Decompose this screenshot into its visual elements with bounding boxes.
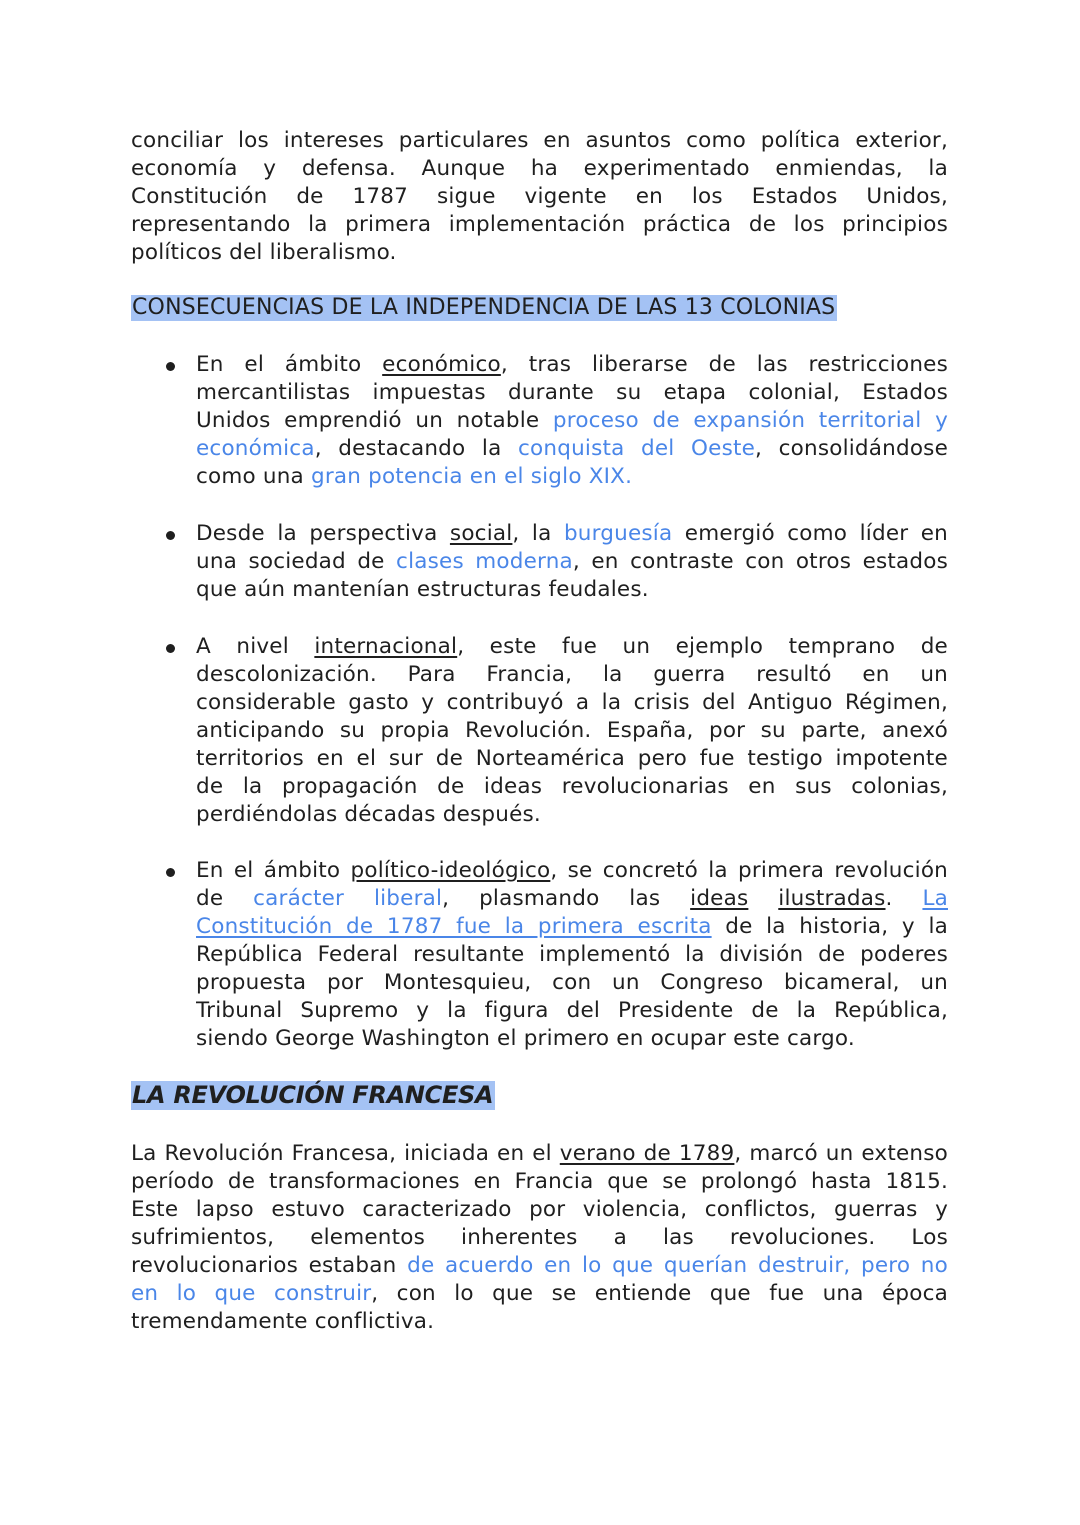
text-line: propuesta por Montesquieu, con un Congreso bicameral, un bbox=[196, 970, 948, 995]
text: , marcó un extenso bbox=[734, 1141, 948, 1166]
text-line bbox=[196, 634, 948, 662]
text: , plasmando las bbox=[442, 886, 691, 911]
highlighted-term: carácter liberal bbox=[253, 886, 443, 911]
text: En el ámbito bbox=[196, 858, 351, 883]
text: como una bbox=[196, 464, 311, 489]
text: Unidos emprendió un notable bbox=[196, 408, 553, 433]
text-line: Este lapso estuvo caracterizado por violencia, conflictos, guerras y bbox=[131, 1197, 948, 1222]
bullet-social bbox=[196, 521, 948, 605]
text-line bbox=[131, 1253, 948, 1281]
underlined-term: político-ideológico bbox=[350, 858, 551, 883]
text-line bbox=[131, 1281, 948, 1309]
text: Desde la perspectiva bbox=[196, 521, 450, 546]
text-line: que aún mantenían estructuras feudales. bbox=[196, 577, 649, 602]
text: A nivel bbox=[196, 634, 315, 659]
bullet-dot bbox=[166, 531, 175, 540]
text-line: perdiéndolas décadas después. bbox=[196, 802, 541, 827]
text: , se concretó la primera revolución bbox=[550, 858, 948, 883]
text-line: República Federal resultante implementó la división de poderes bbox=[196, 942, 948, 967]
text-line: anticipando su propia Revolución. España, por su parte, anexó bbox=[196, 718, 948, 743]
text-line: políticos del liberalismo. bbox=[131, 240, 397, 265]
text: una sociedad de bbox=[196, 549, 397, 574]
text-line: considerable gasto y contribuyó a la crisis del Antiguo Régimen, bbox=[196, 690, 948, 715]
text-line: territorios en el sur de Norteamérica pero fue testigo impotente bbox=[196, 746, 948, 771]
text-line: período de transformaciones en Francia que se prolongó hasta 1815. bbox=[131, 1169, 948, 1194]
text: , tras liberarse de las restricciones bbox=[500, 352, 948, 377]
text-line: Tribunal Supremo y la figura del Presidente de la República, bbox=[196, 998, 948, 1023]
text: , la bbox=[512, 521, 564, 546]
bullet-economico bbox=[196, 352, 948, 492]
constitution-link[interactable]: Constitución de 1787 fue la primera escrita bbox=[196, 914, 712, 939]
text: , destacando la bbox=[314, 436, 519, 461]
bullet-politico bbox=[196, 858, 948, 1054]
text: de la historia, y la bbox=[711, 914, 948, 939]
text: , en contraste con otros estados bbox=[572, 549, 948, 574]
highlighted-term: clases moderna bbox=[396, 549, 573, 574]
text: de bbox=[196, 886, 254, 911]
text-line bbox=[196, 914, 948, 942]
text-line bbox=[196, 436, 948, 464]
text: emergió como líder en bbox=[672, 521, 948, 546]
underlined-term: verano de 1789 bbox=[559, 1141, 735, 1166]
highlighted-term: conquista del Oeste bbox=[518, 436, 756, 461]
underlined-term: económico bbox=[382, 352, 501, 377]
heading-text: CONSECUENCIAS DE LA INDEPENDENCIA DE LAS 13 COLONIAS bbox=[132, 295, 836, 320]
bullet-internacional bbox=[196, 634, 948, 830]
text-line: conciliar los intereses particulares en asuntos como política exterior, bbox=[131, 128, 948, 153]
text: , consolidándose bbox=[755, 436, 948, 461]
section-heading-consecuencias bbox=[131, 295, 948, 320]
underlined-term: social bbox=[449, 521, 513, 546]
underlined-term: internacional bbox=[314, 634, 458, 659]
revolucion-paragraph bbox=[131, 1141, 948, 1337]
underlined-term: ideas bbox=[690, 886, 749, 911]
text-line: de la propagación de ideas revolucionarias en sus colonias, bbox=[196, 774, 948, 799]
text-line bbox=[196, 352, 948, 380]
text: revolucionarios estaban bbox=[131, 1253, 408, 1278]
highlighted-term: burguesía bbox=[563, 521, 673, 546]
text-line bbox=[196, 464, 948, 492]
text: , este fue un ejemplo temprano de bbox=[457, 634, 948, 659]
text-line: descolonización. Para Francia, la guerra resultó en un bbox=[196, 662, 948, 687]
constitution-link[interactable]: La bbox=[922, 886, 948, 911]
text bbox=[748, 886, 778, 911]
text-line: tremendamente conflictiva. bbox=[131, 1309, 435, 1334]
text-line bbox=[131, 1141, 948, 1169]
highlighted-term: de acuerdo en lo que querían destruir, pero no bbox=[407, 1253, 948, 1278]
bullet-dot bbox=[166, 362, 175, 371]
text: , con lo que se entiende que fue una época bbox=[371, 1281, 948, 1306]
text: . bbox=[885, 886, 923, 911]
text-line: Constitución de 1787 sigue vigente en los Estados Unidos, bbox=[131, 184, 948, 209]
text-line bbox=[196, 886, 948, 914]
highlighted-term: en lo que construir bbox=[131, 1281, 372, 1306]
heading-text: LA REVOLUCIÓN FRANCESA bbox=[132, 1081, 494, 1109]
text-line: economía y defensa. Aunque ha experimentado enmiendas, la bbox=[131, 156, 948, 181]
text-line: mercantilistas impuestas durante su etapa colonial, Estados bbox=[196, 380, 948, 405]
section-heading-revolucion-francesa bbox=[131, 1081, 948, 1109]
underlined-term: ilustradas bbox=[778, 886, 886, 911]
bullet-dot bbox=[166, 644, 175, 653]
text-line bbox=[196, 858, 948, 886]
highlighted-term: proceso de expansión territorial y bbox=[552, 408, 948, 433]
highlighted-term: gran potencia en el siglo XIX. bbox=[310, 464, 633, 489]
highlighted-term: económica bbox=[196, 436, 315, 461]
text-line bbox=[196, 521, 948, 549]
text: La Revolución Francesa, iniciada en el bbox=[131, 1141, 560, 1166]
text-line bbox=[196, 408, 948, 436]
text-line: sufrimientos, elementos inherentes a las revoluciones. Los bbox=[131, 1225, 948, 1250]
text: En el ámbito bbox=[196, 352, 383, 377]
text-line: siendo George Washington el primero en ocupar este cargo. bbox=[196, 1026, 855, 1051]
text-line bbox=[196, 549, 948, 577]
text-line: representando la primera implementación práctica de los principios bbox=[131, 212, 948, 237]
intro-paragraph bbox=[131, 128, 948, 268]
bullet-dot bbox=[166, 868, 175, 877]
